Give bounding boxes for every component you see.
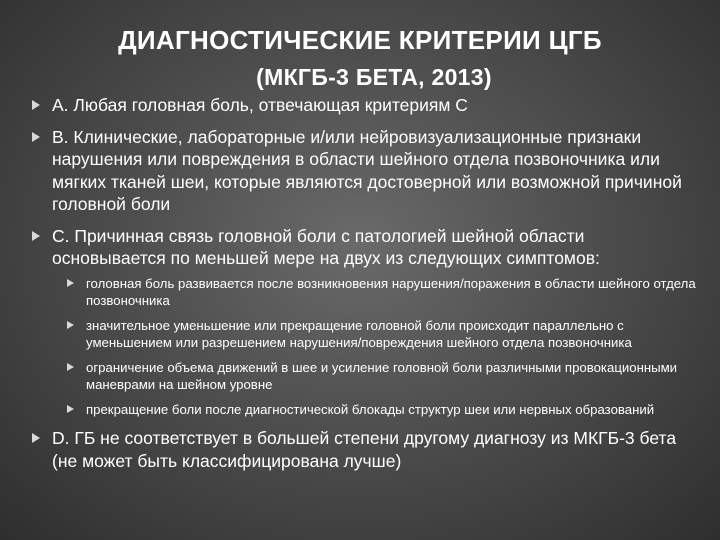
criterion-d: [30, 427, 700, 472]
symptom-item: [64, 401, 700, 419]
slide-subtitle: (МКГБ-3 БЕТА, 2013): [256, 64, 492, 90]
triangle-bullet-icon: [67, 321, 74, 329]
triangle-bullet-icon: [32, 132, 40, 142]
criterion-a: [30, 94, 700, 117]
criterion-text: C. Причинная связь головной боли с патологией шейной области основывается по меньшей мере на двух из следующих симптомов:: [52, 225, 600, 268]
criterion-text: D. ГБ не соответствует в большей степени другому диагнозу из МКГБ-3 бета (не может быть классифицирована лучше): [52, 428, 677, 471]
triangle-bullet-icon: [32, 433, 40, 443]
criterion-b: [30, 126, 700, 216]
symptom-text: головная боль развивается после возникновения нарушения/поражения в области шейного отдела позвоночника: [86, 275, 696, 308]
symptom-item: [64, 359, 700, 394]
criterion-text: A. Любая головная боль, отвечающая критериям С: [52, 95, 468, 115]
triangle-bullet-icon: [32, 231, 40, 241]
criterion-text: B. Клинические, лабораторные и/или нейровизуализационные признаки нарушения или повреждения в области шейного отдела позвоночника или мягких тканей шеи, которые являются достоверной или возможной причиной головной боли: [52, 126, 682, 214]
symptom-text: прекращение боли после диагностической блокады структур шеи или нервных образований: [86, 401, 655, 417]
triangle-bullet-icon: [67, 279, 74, 287]
slide-title: ДИАГНОСТИЧЕСКИЕ КРИТЕРИИ ЦГБ: [118, 25, 602, 55]
symptom-item: [64, 317, 700, 352]
symptom-item: [64, 275, 700, 310]
criteria-list: [30, 94, 700, 481]
criterion-c: [30, 225, 700, 419]
triangle-bullet-icon: [67, 363, 74, 371]
triangle-bullet-icon: [32, 100, 40, 110]
triangle-bullet-icon: [67, 405, 74, 413]
symptom-text: значительное уменьшение или прекращение головной боли происходит параллельно с уменьшением или разрешением нарушения/повреждения шейного отдела позвоночника: [86, 317, 632, 350]
symptom-list: [64, 275, 700, 419]
symptom-text: ограничение объема движений в шее и усиление головной боли различными провокационными маневрами на шейном уровне: [86, 359, 678, 392]
